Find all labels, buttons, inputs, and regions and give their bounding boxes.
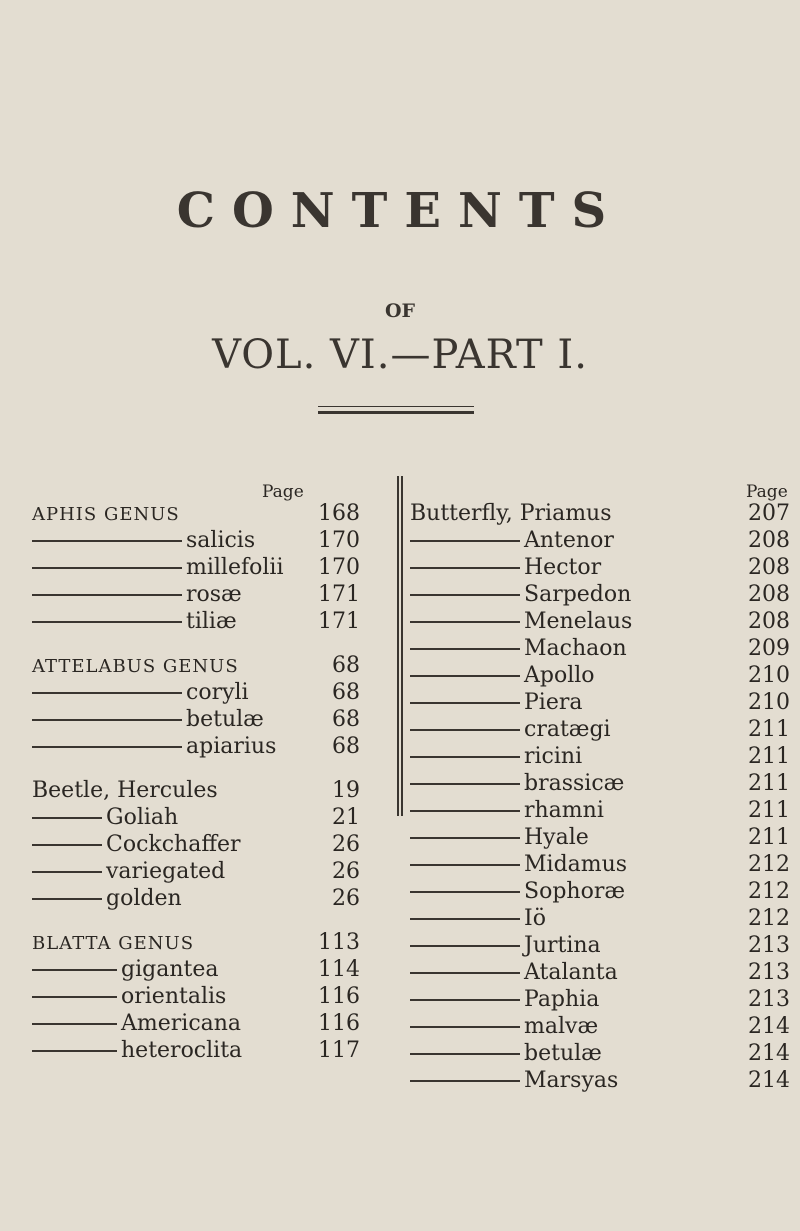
entry-label: Americana xyxy=(121,1011,242,1036)
contents-title: CONTENTS xyxy=(176,183,624,239)
ditto-rule xyxy=(32,719,182,721)
entry-label: Hyale xyxy=(524,825,589,850)
ditto-rule xyxy=(410,594,520,596)
ditto-rule xyxy=(410,756,520,758)
contents-entry xyxy=(410,689,790,716)
entry-label: Machaon xyxy=(524,636,627,661)
entry-page-number: 213 xyxy=(748,987,790,1012)
entry-page-number: 116 xyxy=(318,1011,360,1036)
contents-entry xyxy=(32,777,382,804)
entry-label: orientalis xyxy=(121,984,227,1009)
entry-label: heteroclita xyxy=(121,1038,243,1063)
contents-entry xyxy=(410,554,790,581)
contents-entry xyxy=(32,956,382,983)
entry-label: salicis xyxy=(186,528,256,553)
entry-label: APHIS GENUS xyxy=(32,504,180,525)
ditto-rule xyxy=(410,567,520,569)
entry-page-number: 168 xyxy=(318,501,360,526)
entry-page-number: 209 xyxy=(748,636,790,661)
contents-entry xyxy=(32,554,382,581)
ditto-rule xyxy=(32,871,102,873)
entry-label: coryli xyxy=(186,680,249,705)
entry-page-number: 19 xyxy=(332,778,360,803)
contents-entry xyxy=(32,581,382,608)
ditto-rule xyxy=(410,891,520,893)
volume-heading: VOL. VI.—PART I. xyxy=(212,332,588,378)
contents-entry xyxy=(410,527,790,554)
entry-page-number: 211 xyxy=(748,798,790,823)
contents-entry xyxy=(410,608,790,635)
contents-entry xyxy=(32,733,382,760)
contents-entry xyxy=(410,770,790,797)
entry-page-number: 170 xyxy=(318,528,360,553)
entry-page-number: 208 xyxy=(748,609,790,634)
ditto-rule xyxy=(32,621,182,623)
entry-label: Iö xyxy=(524,906,546,931)
entry-page-number: 68 xyxy=(332,707,360,732)
contents-entry xyxy=(32,608,382,635)
ditto-rule xyxy=(410,675,520,677)
entry-label: cratægi xyxy=(524,717,611,742)
entry-label: apiarius xyxy=(186,734,277,759)
entry-label: malvæ xyxy=(524,1014,599,1039)
contents-entry xyxy=(32,858,382,885)
entry-label: tiliæ xyxy=(186,609,237,634)
contents-entry xyxy=(410,1040,790,1067)
entry-label: Sarpedon xyxy=(524,582,632,607)
ditto-rule xyxy=(410,945,520,947)
entry-page-number: 68 xyxy=(332,680,360,705)
ditto-rule xyxy=(32,540,182,542)
entry-label: rosæ xyxy=(186,582,242,607)
contents-entry xyxy=(410,1013,790,1040)
ditto-rule xyxy=(32,996,117,998)
ditto-rule xyxy=(410,1026,520,1028)
contents-entry xyxy=(410,932,790,959)
contents-entry xyxy=(32,1037,382,1064)
entry-label: Antenor xyxy=(524,528,614,553)
ditto-rule xyxy=(410,837,520,839)
contents-entry xyxy=(410,716,790,743)
entry-label: Butterfly, Priamus xyxy=(410,501,612,526)
entry-label: Hector xyxy=(524,555,602,580)
entry-page-number: 211 xyxy=(748,717,790,742)
ditto-rule xyxy=(32,817,102,819)
entry-page-number: 212 xyxy=(748,852,790,877)
contents-entry xyxy=(410,959,790,986)
ditto-rule xyxy=(410,783,520,785)
entry-label: Apollo xyxy=(524,663,595,688)
entry-label: rhamni xyxy=(524,798,604,823)
contents-entry xyxy=(32,804,382,831)
entry-label: Marsyas xyxy=(524,1068,619,1093)
entry-page-number: 211 xyxy=(748,744,790,769)
contents-entry xyxy=(32,500,382,527)
contents-entry xyxy=(32,885,382,912)
entry-page-number: 210 xyxy=(748,690,790,715)
entry-page-number: 171 xyxy=(318,609,360,634)
contents-entry xyxy=(32,983,382,1010)
entry-page-number: 214 xyxy=(748,1068,790,1093)
contents-entry xyxy=(32,652,382,679)
contents-entry xyxy=(32,679,382,706)
entry-page-number: 116 xyxy=(318,984,360,1009)
right-page-heading: Page xyxy=(746,482,788,502)
ditto-rule xyxy=(410,621,520,623)
contents-entry xyxy=(410,581,790,608)
ditto-rule xyxy=(410,729,520,731)
entry-label: gigantea xyxy=(121,957,219,982)
ditto-rule xyxy=(32,898,102,900)
entry-label: Sophoræ xyxy=(524,879,626,904)
entry-label: Midamus xyxy=(524,852,628,877)
ditto-rule xyxy=(410,864,520,866)
entry-page-number: 208 xyxy=(748,555,790,580)
contents-entry xyxy=(410,743,790,770)
entry-page-number: 171 xyxy=(318,582,360,607)
ditto-rule xyxy=(410,1080,520,1082)
ditto-rule xyxy=(32,844,102,846)
ditto-rule xyxy=(32,969,117,971)
ditto-rule xyxy=(32,594,182,596)
entry-label: betulæ xyxy=(524,1041,602,1066)
contents-entry xyxy=(32,1010,382,1037)
entry-page-number: 208 xyxy=(748,528,790,553)
entry-label: ricini xyxy=(524,744,583,769)
entry-page-number: 68 xyxy=(332,734,360,759)
entry-label: Piera xyxy=(524,690,583,715)
entry-label: Goliah xyxy=(106,805,179,830)
entry-label: golden xyxy=(106,886,182,911)
of-label: OF xyxy=(384,300,416,322)
title-rule-thin xyxy=(318,406,474,407)
entry-label: BLATTA GENUS xyxy=(32,933,195,954)
ditto-rule xyxy=(410,972,520,974)
contents-entry xyxy=(410,878,790,905)
entry-page-number: 21 xyxy=(332,805,360,830)
contents-entry xyxy=(410,851,790,878)
contents-entry xyxy=(410,797,790,824)
ditto-rule xyxy=(410,648,520,650)
entry-label: Cockchaffer xyxy=(106,832,241,857)
ditto-rule xyxy=(410,1053,520,1055)
left-column xyxy=(32,500,382,1064)
entry-page-number: 113 xyxy=(318,930,360,955)
entry-page-number: 26 xyxy=(332,832,360,857)
ditto-rule xyxy=(32,1050,117,1052)
entry-label: Jurtina xyxy=(524,933,601,958)
contents-entry xyxy=(32,706,382,733)
contents-entry xyxy=(410,1067,790,1094)
entry-label: Menelaus xyxy=(524,609,633,634)
ditto-rule xyxy=(410,540,520,542)
entry-label: brassicæ xyxy=(524,771,625,796)
ditto-rule xyxy=(32,746,182,748)
contents-entry xyxy=(410,662,790,689)
entry-page-number: 214 xyxy=(748,1041,790,1066)
entry-page-number: 208 xyxy=(748,582,790,607)
entry-page-number: 213 xyxy=(748,933,790,958)
entry-label: millefolii xyxy=(186,555,284,580)
entry-page-number: 207 xyxy=(748,501,790,526)
entry-page-number: 212 xyxy=(748,879,790,904)
entry-label: Atalanta xyxy=(524,960,618,985)
column-divider-right xyxy=(401,476,403,816)
column-divider-left xyxy=(397,476,399,816)
entry-page-number: 214 xyxy=(748,1014,790,1039)
ditto-rule xyxy=(410,918,520,920)
contents-entry xyxy=(410,824,790,851)
entry-page-number: 213 xyxy=(748,960,790,985)
entry-page-number: 211 xyxy=(748,825,790,850)
contents-entry xyxy=(410,635,790,662)
entry-page-number: 210 xyxy=(748,663,790,688)
ditto-rule xyxy=(32,567,182,569)
ditto-rule xyxy=(410,810,520,812)
contents-entry xyxy=(410,986,790,1013)
entry-page-number: 26 xyxy=(332,859,360,884)
ditto-rule xyxy=(32,692,182,694)
entry-page-number: 68 xyxy=(332,653,360,678)
left-page-heading: Page xyxy=(262,482,304,502)
entry-page-number: 212 xyxy=(748,906,790,931)
entry-label: ATTELABUS GENUS xyxy=(32,656,239,677)
ditto-rule xyxy=(410,999,520,1001)
entry-label: betulæ xyxy=(186,707,264,732)
entry-page-number: 211 xyxy=(748,771,790,796)
contents-entry xyxy=(32,527,382,554)
entry-page-number: 170 xyxy=(318,555,360,580)
entry-page-number: 26 xyxy=(332,886,360,911)
title-rule-thick xyxy=(318,411,474,414)
contents-entry xyxy=(32,831,382,858)
entry-page-number: 114 xyxy=(318,957,360,982)
entry-page-number: 117 xyxy=(318,1038,360,1063)
contents-entry xyxy=(32,929,382,956)
entry-label: Paphia xyxy=(524,987,600,1012)
entry-label: Beetle, Hercules xyxy=(32,778,218,803)
contents-entry xyxy=(410,905,790,932)
entry-label: variegated xyxy=(106,859,226,884)
right-column xyxy=(410,500,790,1094)
contents-entry xyxy=(410,500,790,527)
ditto-rule xyxy=(32,1023,117,1025)
ditto-rule xyxy=(410,702,520,704)
